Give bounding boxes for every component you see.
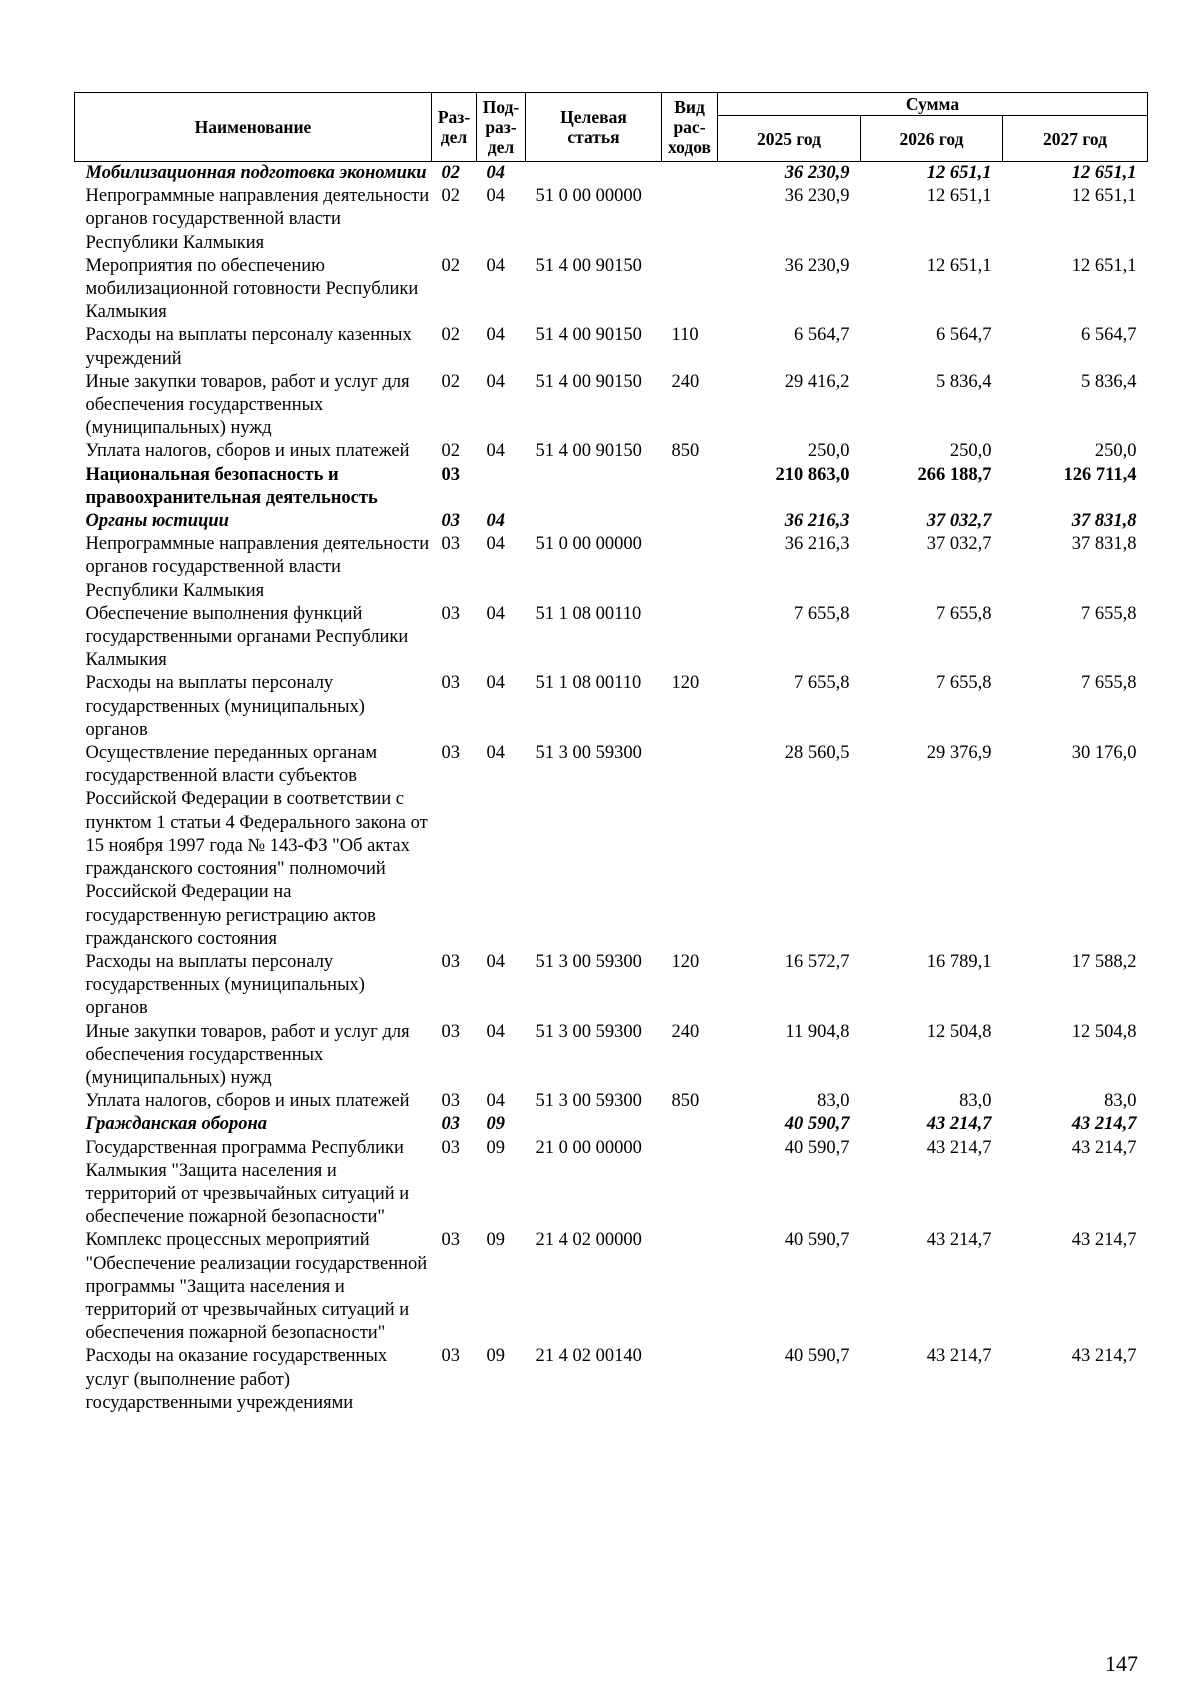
cell-podrazdel: 04 xyxy=(486,603,505,624)
cell-podrazdel: 04 xyxy=(486,186,505,207)
cell-razdel: 02 xyxy=(441,371,460,392)
cell-name: Национальная безопасность и правоохранительная деятельность xyxy=(85,464,378,508)
cell-name: Обеспечение выполнения функций государственными органами Республики Калмыкия xyxy=(85,603,409,671)
cell-name: Непрограммные направления деятельности органов государственной власти Республики Калмыкия xyxy=(85,186,430,253)
cell-2025: 40 590,7 xyxy=(784,1346,850,1367)
budget-table xyxy=(74,92,1148,1415)
cell-2027: 12 651,1 xyxy=(1071,255,1137,276)
cell-2027: 43 214,7 xyxy=(1071,1114,1137,1135)
cell-name: Осуществление переданных органам государственной власти субъектов Российской Федерации в соответствии с пунктом 1 статьи 4 Федерального закона от 15 ноября 1997 года № 143-ФЗ "Об актах гражданского состояния" полномочий Российской Федерации на государственную регистрацию актов гражданского состояния xyxy=(85,743,428,949)
cell-podrazdel: 04 xyxy=(486,255,505,276)
table-row xyxy=(75,1345,1148,1415)
cell-podrazdel: 04 xyxy=(486,534,505,555)
cell-2026: 266 188,7 xyxy=(917,464,992,485)
cell-podrazdel: 04 xyxy=(486,1091,505,1112)
cell-article xyxy=(526,464,662,510)
table-row xyxy=(75,742,1148,951)
cell-razdel: 02 xyxy=(441,441,460,462)
table-row xyxy=(75,533,1148,603)
cell-2027: 43 214,7 xyxy=(1071,1230,1137,1251)
cell-2026: 83,0 xyxy=(959,1091,992,1112)
cell-article xyxy=(526,510,662,533)
cell-podrazdel: 04 xyxy=(486,743,505,764)
cell-article: 51 3 00 59300 xyxy=(535,951,642,972)
cell-2025: 36 216,3 xyxy=(784,534,850,555)
cell-2025: 83,0 xyxy=(817,1091,850,1112)
table-row xyxy=(75,603,1148,673)
cell-2027: 126 711,4 xyxy=(1063,464,1137,485)
cell-razdel: 02 xyxy=(441,186,460,207)
cell-2026: 12 651,1 xyxy=(926,255,992,276)
cell-kind xyxy=(662,533,718,603)
cell-2025: 210 863,0 xyxy=(775,464,850,485)
cell-kind xyxy=(662,1137,718,1230)
cell-kind xyxy=(662,603,718,673)
cell-2026: 43 214,7 xyxy=(926,1137,992,1158)
cell-2025: 36 230,9 xyxy=(784,186,850,207)
cell-2027: 83,0 xyxy=(1104,1091,1137,1112)
cell-podrazdel: 04 xyxy=(486,951,505,972)
cell-2027: 5 836,4 xyxy=(1081,371,1137,392)
cell-name: Уплата налогов, сборов и иных платежей xyxy=(85,441,410,462)
cell-name: Расходы на выплаты персоналу государственных (муниципальных) органов xyxy=(85,673,365,740)
header-summa: Сумма xyxy=(718,93,1148,116)
cell-2025: 28 560,5 xyxy=(784,743,850,764)
cell-2026: 37 032,7 xyxy=(926,534,992,555)
table-row xyxy=(75,510,1148,533)
cell-article: 21 4 02 00140 xyxy=(535,1346,642,1367)
header-razdel: Раз- дел xyxy=(432,93,477,162)
cell-razdel: 03 xyxy=(441,1021,460,1042)
cell-article: 51 3 00 59300 xyxy=(535,1091,642,1112)
cell-article: 51 4 00 90150 xyxy=(535,255,642,276)
cell-razdel: 03 xyxy=(441,1346,460,1367)
cell-kind xyxy=(662,742,718,951)
cell-kind xyxy=(662,185,718,255)
cell-2025: 7 655,8 xyxy=(794,673,850,694)
cell-2025: 7 655,8 xyxy=(794,603,850,624)
header-kind: Вид рас- ходов xyxy=(662,93,718,162)
cell-2026: 16 789,1 xyxy=(926,951,992,972)
cell-podrazdel: 04 xyxy=(486,673,505,694)
cell-2025: 6 564,7 xyxy=(794,325,850,346)
cell-razdel: 03 xyxy=(441,603,460,624)
cell-razdel: 02 xyxy=(441,163,460,183)
cell-razdel: 03 xyxy=(441,743,460,764)
cell-podrazdel: 09 xyxy=(486,1230,505,1251)
cell-kind: 850 xyxy=(671,441,700,462)
header-2027: 2027 год xyxy=(1003,116,1148,162)
cell-2027: 30 176,0 xyxy=(1071,743,1137,764)
cell-name: Органы юстиции xyxy=(85,511,229,532)
cell-2026: 43 214,7 xyxy=(926,1114,992,1135)
cell-2025: 40 590,7 xyxy=(784,1137,850,1158)
table-row xyxy=(75,672,1148,742)
cell-2027: 7 655,8 xyxy=(1081,673,1137,694)
cell-2026: 6 564,7 xyxy=(936,325,992,346)
cell-2026: 37 032,7 xyxy=(926,511,992,532)
cell-2025: 36 216,3 xyxy=(784,511,850,532)
cell-kind: 850 xyxy=(671,1091,700,1112)
cell-podrazdel: 04 xyxy=(486,511,505,532)
cell-2027: 37 831,8 xyxy=(1071,534,1137,555)
cell-razdel: 03 xyxy=(441,464,460,485)
cell-article: 51 1 08 00110 xyxy=(535,673,642,694)
cell-razdel: 03 xyxy=(441,534,460,555)
table-row xyxy=(75,1113,1148,1136)
cell-kind xyxy=(662,1345,718,1415)
cell-name: Гражданская оборона xyxy=(85,1114,268,1135)
cell-article: 51 4 00 90150 xyxy=(535,441,642,462)
cell-2025: 36 230,9 xyxy=(784,255,850,276)
cell-razdel: 03 xyxy=(441,1230,460,1251)
header-2025: 2025 год xyxy=(718,116,861,162)
cell-2025: 250,0 xyxy=(807,441,850,462)
cell-2027: 250,0 xyxy=(1094,441,1137,462)
cell-article: 51 0 00 00000 xyxy=(535,186,642,207)
header-2026: 2026 год xyxy=(861,116,1003,162)
cell-name: Расходы на выплаты персоналу казенных учреждений xyxy=(85,325,412,369)
table-row xyxy=(75,324,1148,370)
cell-razdel: 03 xyxy=(441,1091,460,1112)
cell-article: 51 3 00 59300 xyxy=(535,1021,642,1042)
table-body xyxy=(75,162,1148,1415)
cell-2026: 12 651,1 xyxy=(926,186,992,207)
table-row xyxy=(75,255,1148,325)
table-row xyxy=(75,371,1148,441)
cell-name: Уплата налогов, сборов и иных платежей xyxy=(85,1091,410,1112)
cell-2025: 40 590,7 xyxy=(784,1230,850,1251)
cell-2026: 7 655,8 xyxy=(936,673,992,694)
cell-podrazdel: 04 xyxy=(486,441,505,462)
cell-name: Государственная программа Республики Калмыкия "Защита населения и территорий от чрезвычайных ситуаций и обеспечение пожарной безопасности" xyxy=(85,1137,410,1228)
cell-kind: 240 xyxy=(671,371,700,392)
cell-article: 51 0 00 00000 xyxy=(535,534,642,555)
table-row xyxy=(75,1090,1148,1113)
cell-name: Расходы на оказание государственных услуг (выполнение работ) государственными учреждениями xyxy=(85,1346,388,1413)
cell-2027: 6 564,7 xyxy=(1081,325,1137,346)
cell-razdel: 02 xyxy=(441,255,460,276)
cell-2027: 12 504,8 xyxy=(1071,1021,1137,1042)
cell-name: Комплекс процессных мероприятий "Обеспечение реализации государственной программы "Защита населения и территорий от чрезвычайных ситуаций и обеспечения пожарной безопасности" xyxy=(85,1230,428,1344)
cell-name: Мобилизационная подготовка экономики xyxy=(85,163,427,183)
cell-kind xyxy=(662,464,718,510)
table-row xyxy=(75,162,1148,186)
cell-razdel: 02 xyxy=(441,325,460,346)
cell-kind: 120 xyxy=(671,951,700,972)
cell-2027: 43 214,7 xyxy=(1071,1346,1137,1367)
table-header xyxy=(75,93,1148,162)
cell-article: 21 4 02 00000 xyxy=(535,1230,642,1251)
cell-kind xyxy=(662,1229,718,1345)
cell-2026: 5 836,4 xyxy=(936,371,992,392)
cell-2026: 12 504,8 xyxy=(926,1021,992,1042)
cell-article: 21 0 00 00000 xyxy=(535,1137,642,1158)
cell-2026: 12 651,1 xyxy=(926,163,992,183)
cell-2026: 250,0 xyxy=(949,441,992,462)
cell-kind xyxy=(662,162,718,186)
cell-2025: 36 230,9 xyxy=(784,163,850,183)
cell-2025: 29 416,2 xyxy=(784,371,850,392)
cell-name: Мероприятия по обеспечению мобилизационной готовности Республики Калмыкия xyxy=(85,255,419,323)
cell-razdel: 03 xyxy=(441,1114,460,1135)
cell-podrazdel: 04 xyxy=(486,325,505,346)
table-row xyxy=(75,1229,1148,1345)
cell-kind: 240 xyxy=(671,1021,700,1042)
header-name: Наименование xyxy=(75,93,432,162)
table-row xyxy=(75,1021,1148,1091)
cell-podrazdel: 09 xyxy=(486,1114,505,1135)
cell-kind xyxy=(662,255,718,325)
cell-name: Иные закупки товаров, работ и услуг для обеспечения государственных (муниципальных) нужд xyxy=(85,371,410,439)
cell-article xyxy=(526,1113,662,1136)
header-article: Целевая статья xyxy=(526,93,662,162)
cell-razdel: 03 xyxy=(441,951,460,972)
cell-2027: 43 214,7 xyxy=(1071,1137,1137,1158)
cell-2027: 17 588,2 xyxy=(1071,951,1137,972)
cell-name: Иные закупки товаров, работ и услуг для обеспечения государственных (муниципальных) нужд xyxy=(85,1021,410,1088)
cell-2026: 43 214,7 xyxy=(926,1346,992,1367)
cell-podrazdel: 04 xyxy=(486,371,505,392)
cell-podrazdel: 04 xyxy=(486,1021,505,1042)
cell-podrazdel: 04 xyxy=(486,163,505,183)
page-number: 147 xyxy=(1105,1651,1138,1676)
table-row xyxy=(75,1137,1148,1230)
cell-article: 51 3 00 59300 xyxy=(535,743,642,764)
cell-2026: 29 376,9 xyxy=(926,743,992,764)
cell-razdel: 03 xyxy=(441,1137,460,1158)
cell-article: 51 4 00 90150 xyxy=(535,325,642,346)
cell-article: 51 1 08 00110 xyxy=(535,603,642,624)
cell-podrazdel: 09 xyxy=(486,1346,505,1367)
table-row xyxy=(75,464,1148,510)
table-row xyxy=(75,185,1148,255)
cell-2027: 37 831,8 xyxy=(1071,511,1137,532)
cell-2027: 12 651,1 xyxy=(1071,186,1137,207)
cell-razdel: 03 xyxy=(441,673,460,694)
cell-razdel: 03 xyxy=(441,511,460,532)
cell-podrazdel: 09 xyxy=(486,1137,505,1158)
cell-kind: 120 xyxy=(671,673,700,694)
cell-2025: 16 572,7 xyxy=(784,951,850,972)
table-row xyxy=(75,440,1148,463)
cell-2025: 40 590,7 xyxy=(784,1114,850,1135)
cell-article: 51 4 00 90150 xyxy=(535,371,642,392)
cell-2026: 7 655,8 xyxy=(936,603,992,624)
cell-name: Непрограммные направления деятельности органов государственной власти Республики Калмыкия xyxy=(85,534,430,601)
table-row xyxy=(75,951,1148,1021)
cell-2025: 11 904,8 xyxy=(785,1021,850,1042)
cell-podrazdel xyxy=(477,464,526,510)
header-podrazdel: Под- раз- дел xyxy=(477,93,526,162)
cell-2027: 12 651,1 xyxy=(1071,163,1137,183)
cell-name: Расходы на выплаты персоналу государственных (муниципальных) органов xyxy=(85,951,365,1019)
cell-2027: 7 655,8 xyxy=(1081,603,1137,624)
cell-2026: 43 214,7 xyxy=(926,1230,992,1251)
cell-article xyxy=(526,162,662,186)
cell-kind xyxy=(662,1113,718,1136)
cell-kind: 110 xyxy=(671,325,699,346)
cell-kind xyxy=(662,510,718,533)
